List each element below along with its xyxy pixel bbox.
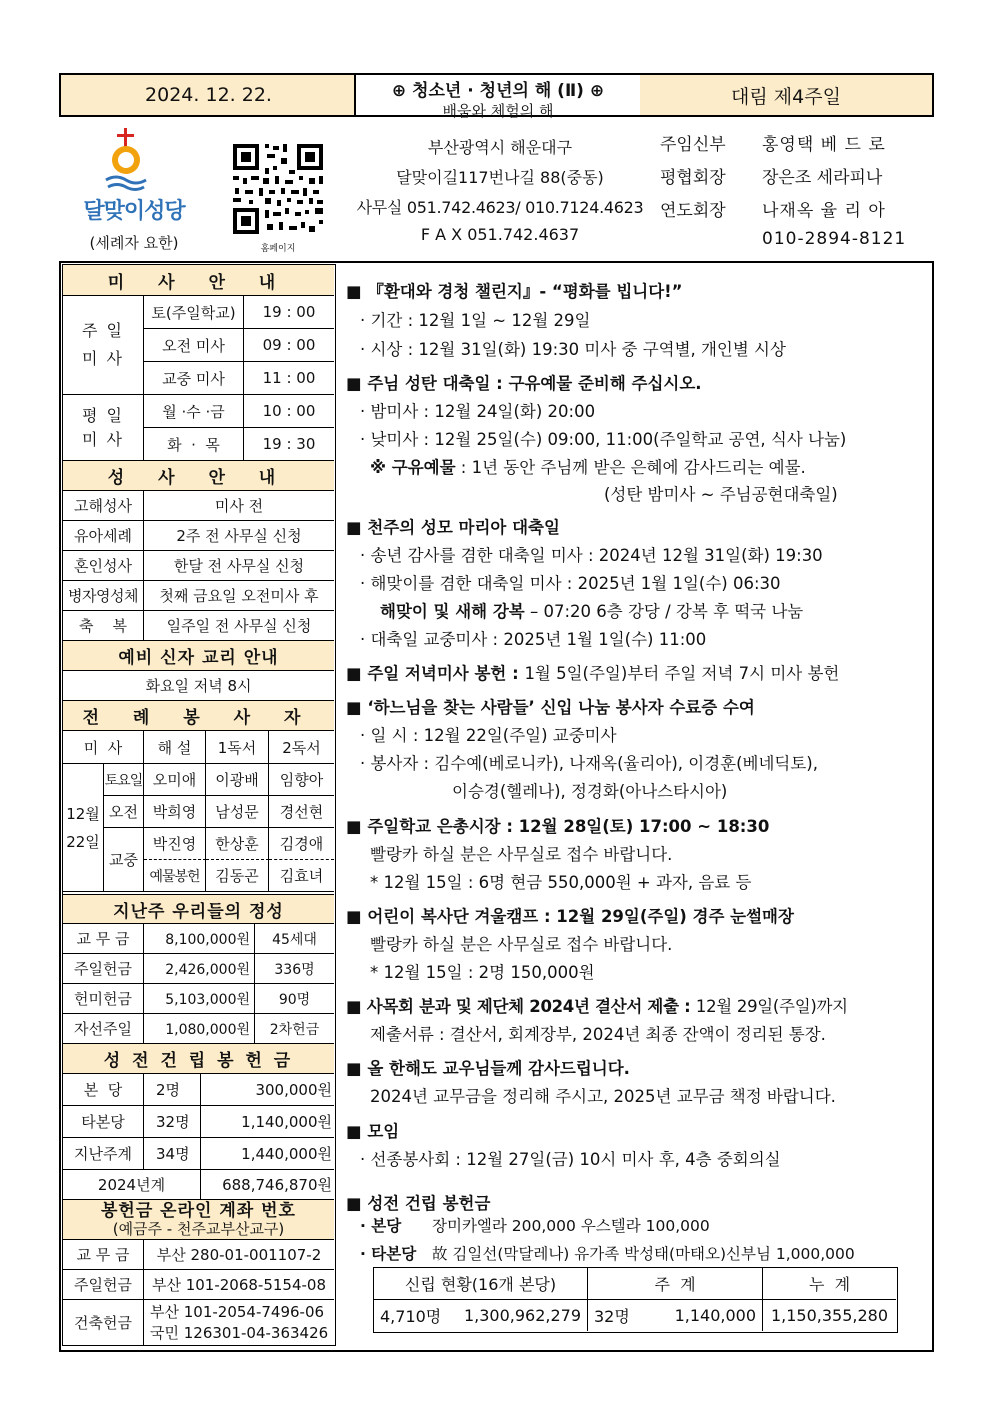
notice-3-line-3 xyxy=(380,598,803,622)
servers-row-1-c: 임향아 xyxy=(269,764,334,796)
servers-row-1-a: 오미애 xyxy=(144,764,206,796)
address-line-2: 달맞이길117번나길 88(중동) xyxy=(396,168,604,187)
staff-role-2: 평협회장 xyxy=(660,168,726,188)
notice-3-line-1: · 송년 감사를 겸한 대축일 미사 : 2024년 12월 31일(화) 19:30 xyxy=(360,546,823,565)
mass-section-title: 미 사 안 내 xyxy=(63,265,334,296)
mass-row-3-name: 교중 미사 xyxy=(144,362,244,395)
fund-members-count: 4,710명 xyxy=(380,1307,442,1326)
building-row-3-amount: 1,440,000원 xyxy=(201,1138,334,1170)
offering-row-4-amount: 1,080,000원 xyxy=(144,1014,255,1044)
accounts-title xyxy=(63,1200,334,1240)
notice-11-line-2-text: 故 김일선(막달레나) 유가족 박성태(마태오)신부님 1,000,000 xyxy=(432,1245,855,1263)
accounts-title-line2: (예금주 - 천주교부산교구) xyxy=(112,1219,285,1238)
fund-header-members: 신립 현황(16개 본당) xyxy=(374,1268,588,1300)
contact-phone: 010-2894-8121 xyxy=(762,229,907,249)
notice-10-title xyxy=(346,1118,399,1142)
servers-row-4-a: 예물봉헌 xyxy=(144,860,206,892)
notice-7-line-2: * 12월 15일 : 2명 150,000원 xyxy=(370,963,595,982)
servers-header-mass: 미 사 xyxy=(63,731,144,764)
notice-1-line-2: · 시상 : 12월 31일(화) 19:30 미사 중 구역별, 개인별 시상 xyxy=(360,340,786,359)
account-building-value-1: 부산 101-2054-7496-06 xyxy=(150,1302,325,1321)
offering-row-1-name: 교 무 금 xyxy=(63,924,144,954)
notice-2-title xyxy=(346,370,702,394)
notice-7-title-text: 어린이 복사단 겨울캠프 : 12월 29일(주일) 경주 눈썰매장 xyxy=(367,907,794,926)
notice-8-rest: 12월 29일(주일)까지 xyxy=(695,997,848,1016)
staff-name-3: 나재옥 율 리 아 xyxy=(762,201,886,221)
offering-row-3-name: 헌미헌금 xyxy=(63,984,144,1014)
servers-title: 전 례 봉 사 자 xyxy=(63,701,334,731)
account-row-1-name: 교 무 금 xyxy=(63,1240,144,1270)
offering-row-2-name: 주일헌금 xyxy=(63,954,144,984)
theme-title: ⊕ 청소년 · 청년의 해 (Ⅱ) ⊕ xyxy=(391,81,605,101)
bullet-square-icon: ■ xyxy=(346,518,368,537)
notice-6-title-text: 주일학교 은총시장 : 12월 28일(토) 17:00 ~ 18:30 xyxy=(367,817,770,836)
building-row-2-count: 32명 xyxy=(144,1106,201,1138)
servers-header-reading1: 1독서 xyxy=(206,731,269,764)
servers-row-1-mass: 토요일 xyxy=(104,764,144,796)
sunday-mass-label: 주 일 미 사 xyxy=(63,296,144,395)
notice-6-title xyxy=(346,813,769,837)
building-row-2-name: 타본당 xyxy=(63,1106,144,1138)
notice-3-line-3-text: – 07:20 6층 강당 / 강복 후 떡국 나눔 xyxy=(524,602,804,621)
weekday-mass-label: 평 일 미 사 xyxy=(63,395,144,461)
notice-2-line-3 xyxy=(370,454,806,478)
liturgy-title: 대림 제4주일 xyxy=(731,85,841,108)
notice-5-line-1: · 일 시 : 12월 22일(주일) 교중미사 xyxy=(360,726,617,745)
fund-week-count: 32명 xyxy=(594,1307,630,1326)
notices xyxy=(346,268,928,1348)
building-year-total: 688,746,870원 xyxy=(201,1170,334,1200)
qr-code-icon xyxy=(229,140,327,238)
bullet-square-icon: ■ xyxy=(346,817,368,836)
fund-members-amount: 1,300,962,279 xyxy=(463,1306,581,1325)
mass-row-4-name: 월 ·수 ·금 xyxy=(144,395,244,428)
servers-row-4-c: 김효녀 xyxy=(269,860,334,892)
sacrament-row-1-name: 고해성사 xyxy=(63,491,144,521)
notice-4-title xyxy=(346,660,839,684)
notice-2-line-3-label: ※ 구유예물 xyxy=(370,458,456,477)
notice-2-line-3-text: : 1년 동안 주님께 받은 은혜에 감사드리는 예물. xyxy=(455,458,806,477)
staff-name-1: 홍영택 베 드 로 xyxy=(762,135,886,155)
notice-3-line-2: · 해맞이를 겸한 대축일 미사 : 2025년 1월 1일(수) 06:30 xyxy=(360,574,781,593)
sacrament-row-1-value: 미사 전 xyxy=(144,491,334,521)
mass-row-1-name: 토(주일학교) xyxy=(144,296,244,329)
mass-row-3-time: 11 : 00 xyxy=(244,362,334,395)
fund-header-week: 주 계 xyxy=(588,1268,763,1300)
building-row-1-count: 2명 xyxy=(144,1074,201,1106)
account-row-1-value: 부산 280-01-001107-2 xyxy=(144,1240,334,1270)
offering-row-1-amount: 8,100,000원 xyxy=(144,924,255,954)
offering-row-4-name: 자선주일 xyxy=(63,1014,144,1044)
sacrament-row-3-value: 한달 전 사무실 신청 xyxy=(144,551,334,581)
sacrament-row-4-value: 첫째 금요일 오전미사 후 xyxy=(144,581,334,611)
mass-row-5-time: 19 : 30 xyxy=(244,428,334,461)
account-building-name: 건축헌금 xyxy=(63,1300,144,1345)
mass-row-2-name: 오전 미사 xyxy=(144,329,244,362)
liturgy-box xyxy=(640,73,934,117)
bulletin-date: 2024. 12. 22. xyxy=(145,84,272,106)
sacrament-row-2-name: 유아세례 xyxy=(63,521,144,551)
notice-8-title-text: 사목회 분과 및 제단체 2024년 결산서 제출 : xyxy=(366,997,696,1016)
servers-row-3-a: 박진영 xyxy=(144,828,206,860)
building-row-1-name: 본 당 xyxy=(63,1074,144,1106)
notice-10-line-1: · 선종봉사회 : 12월 27일(금) 10시 미사 후, 4층 중회의실 xyxy=(360,1150,781,1169)
bullet-square-icon: ■ xyxy=(346,282,368,301)
servers-row-3-c: 김경애 xyxy=(269,828,334,860)
fund-table xyxy=(373,1267,898,1333)
qr-caption: 홈페이지 xyxy=(260,244,296,254)
staff-role-1: 주임신부 xyxy=(660,135,726,155)
notice-2-line-4: (성탄 밤미사 ~ 주님공현대축일) xyxy=(604,485,838,504)
sacrament-section-title: 성 사 안 내 xyxy=(63,461,334,491)
notice-6-line-1: 빨랑카 하실 분은 사무실로 접수 바랍니다. xyxy=(370,845,673,864)
notice-9-title-text: 올 한해도 교우님들께 감사드립니다. xyxy=(367,1059,630,1078)
sacrament-row-5-value: 일주일 전 사무실 신청 xyxy=(144,611,334,641)
notice-7-line-1: 빨랑카 하실 분은 사무실로 접수 바랍니다. xyxy=(370,935,673,954)
notice-11-line-1-label: · 본당 xyxy=(360,1217,402,1235)
notice-5-title-text: ‘하느님을 찾는 사람들’ 신입 나눔 봉사자 수료증 수여 xyxy=(367,698,755,717)
fund-week xyxy=(588,1300,763,1331)
staff-role-3: 연도회장 xyxy=(660,201,726,221)
sacrament-row-5-name: 축 복 xyxy=(63,611,144,641)
fax-number: F A X 051.742.4637 xyxy=(420,225,580,244)
notice-3-line-3-label: 해맞이 및 새해 강복 xyxy=(380,602,525,621)
offering-row-2-amount: 2,426,000원 xyxy=(144,954,255,984)
mass-row-4-time: 10 : 00 xyxy=(244,395,334,428)
notice-4-rest: 1월 5일(주일)부터 주일 저녁 7시 미사 봉헌 xyxy=(524,664,840,683)
servers-row-2-b: 남성문 xyxy=(206,796,269,828)
notice-9-title xyxy=(346,1055,630,1079)
notice-6-line-2: * 12월 15일 : 6명 현금 550,000원 + 과자, 음료 등 xyxy=(370,873,752,892)
notice-11-title-text: 성전 건립 봉헌금 xyxy=(367,1194,491,1213)
catechism-value: 화요일 저녁 8시 xyxy=(63,671,334,701)
catechism-title: 예비 신자 교리 안내 xyxy=(63,641,334,671)
servers-row-2-mass: 오전 xyxy=(104,796,144,828)
notice-7-title xyxy=(346,903,794,927)
bullet-square-icon: ■ xyxy=(346,1059,368,1078)
notice-11-line-2 xyxy=(360,1242,855,1264)
notice-1-title xyxy=(346,278,683,302)
notice-5-title xyxy=(346,694,755,718)
bullet-square-icon: ■ xyxy=(346,698,368,717)
notice-2-line-1: · 밤미사 : 12월 24일(화) 20:00 xyxy=(360,402,596,421)
notice-2-line-2: · 낮미사 : 12월 25일(수) 09:00, 11:00(주일학교 공연, 식사 나눔) xyxy=(360,430,847,449)
bullet-square-icon: ■ xyxy=(346,1122,368,1141)
date-box xyxy=(59,73,356,117)
account-building-value-2: 국민 126301-04-363426 xyxy=(150,1323,329,1342)
mass-row-1-time: 19 : 00 xyxy=(244,296,334,329)
parish-name: 달맞이성당 xyxy=(83,199,185,224)
servers-row-1-b: 이광배 xyxy=(206,764,269,796)
accounts-title-line1: 봉헌금 온라인 계좌 번호 xyxy=(101,1200,296,1221)
building-year-label: 2024년계 xyxy=(63,1170,201,1200)
notice-11-title xyxy=(346,1190,490,1214)
building-title: 성 전 건 립 봉 헌 금 xyxy=(63,1044,334,1074)
notice-1-title-text: 『환대와 경청 챌린지』- “평화를 빕니다!” xyxy=(367,282,683,301)
sacrament-row-3-name: 혼인성사 xyxy=(63,551,144,581)
bullet-square-icon: ■ xyxy=(346,1194,368,1213)
servers-row-3-b: 한상훈 xyxy=(206,828,269,860)
notice-5-line-3: 이승경(헬레나), 정경화(아나스타시아) xyxy=(452,782,728,801)
theme-box xyxy=(354,73,642,120)
notice-3-title xyxy=(346,514,560,538)
notice-9-line-1: 2024년 교무금을 정리해 주시고, 2025년 교무금 책정 바랍니다. xyxy=(370,1087,836,1106)
fund-members xyxy=(374,1300,588,1331)
fund-total: 1,150,355,280 xyxy=(770,1306,889,1325)
sacrament-row-2-value: 2주 전 사무실 신청 xyxy=(144,521,334,551)
offering-row-2-note: 336명 xyxy=(255,954,334,984)
bullet-square-icon: ■ xyxy=(346,997,367,1016)
theme-subtitle: 배움와 체험의 해 xyxy=(442,102,554,120)
account-row-2-name: 주일헌금 xyxy=(63,1270,144,1300)
qr-code[interactable] xyxy=(229,140,327,238)
notice-3-line-4: · 대축일 교중미사 : 2025년 1월 1일(수) 11:00 xyxy=(360,630,707,649)
account-row-2-value: 부산 101-2068-5154-08 xyxy=(144,1270,334,1300)
servers-row-3-mass: 교중 xyxy=(104,828,144,892)
mass-row-2-time: 09 : 00 xyxy=(244,329,334,362)
servers-header-reading2: 2독서 xyxy=(269,731,334,764)
header-bar xyxy=(59,73,934,120)
account-building-values xyxy=(144,1300,334,1345)
fund-header-total: 누 계 xyxy=(763,1268,896,1300)
staff-name-2: 장은조 세라피나 xyxy=(762,168,883,188)
left-column xyxy=(62,264,336,1346)
notice-3-title-text: 천주의 성모 마리아 대축일 xyxy=(367,518,560,537)
notice-5-line-2: · 봉사자 : 김수예(베로니카), 나재옥(율리아), 이경훈(베네딕토), xyxy=(360,754,818,773)
parish-patron: (세례자 요한) xyxy=(89,234,179,252)
offering-row-3-amount: 5,103,000원 xyxy=(144,984,255,1014)
mass-row-5-name: 화 · 목 xyxy=(144,428,244,461)
notice-11-line-1-text: 장미카엘라 200,000 우스텔라 100,000 xyxy=(432,1217,710,1235)
bullet-square-icon: ■ xyxy=(346,664,368,683)
notice-1-line-1: · 기간 : 12월 1일 ~ 12월 29일 xyxy=(360,311,591,330)
notice-4-title-text: 주일 저녁미사 봉헌 : xyxy=(367,664,525,683)
offering-row-1-note: 45세대 xyxy=(255,924,334,954)
bullet-square-icon: ■ xyxy=(346,374,368,393)
servers-date: 12월 22일 xyxy=(63,764,104,892)
building-row-3-count: 34명 xyxy=(144,1138,201,1170)
building-row-1-amount: 300,000원 xyxy=(201,1074,334,1106)
address-line-1: 부산광역시 해운대구 xyxy=(427,138,573,157)
servers-row-4-b: 김동곤 xyxy=(206,860,269,892)
bullet-square-icon: ■ xyxy=(346,907,368,926)
offerings-title: 지난주 우리들의 정성 xyxy=(63,894,334,924)
notice-11-line-1 xyxy=(360,1214,710,1236)
notice-8-title xyxy=(346,993,848,1017)
sacrament-row-4-name: 병자영성체 xyxy=(63,581,144,611)
fund-week-amount: 1,140,000 xyxy=(674,1306,756,1325)
offering-row-4-note: 2차헌금 xyxy=(255,1014,334,1044)
notice-11-line-2-label: · 타본당 xyxy=(360,1245,417,1263)
servers-header-commentary: 해 설 xyxy=(144,731,206,764)
offering-row-3-note: 90명 xyxy=(255,984,334,1014)
servers-row-2-c: 경선현 xyxy=(269,796,334,828)
office-phone: 사무실 051.742.4623/ 010.7124.4623 xyxy=(356,198,644,217)
building-row-3-name: 지난주계 xyxy=(63,1138,144,1170)
notice-8-line-1: 제출서류 : 결산서, 회계장부, 2024년 최종 잔액이 정리된 통장. xyxy=(370,1025,826,1044)
notice-2-title-text: 주님 성탄 대축일 : 구유예물 준비해 주십시오. xyxy=(367,374,702,393)
notice-10-title-text: 모임 xyxy=(367,1122,400,1141)
building-row-2-amount: 1,140,000원 xyxy=(201,1106,334,1138)
servers-row-2-a: 박희영 xyxy=(144,796,206,828)
